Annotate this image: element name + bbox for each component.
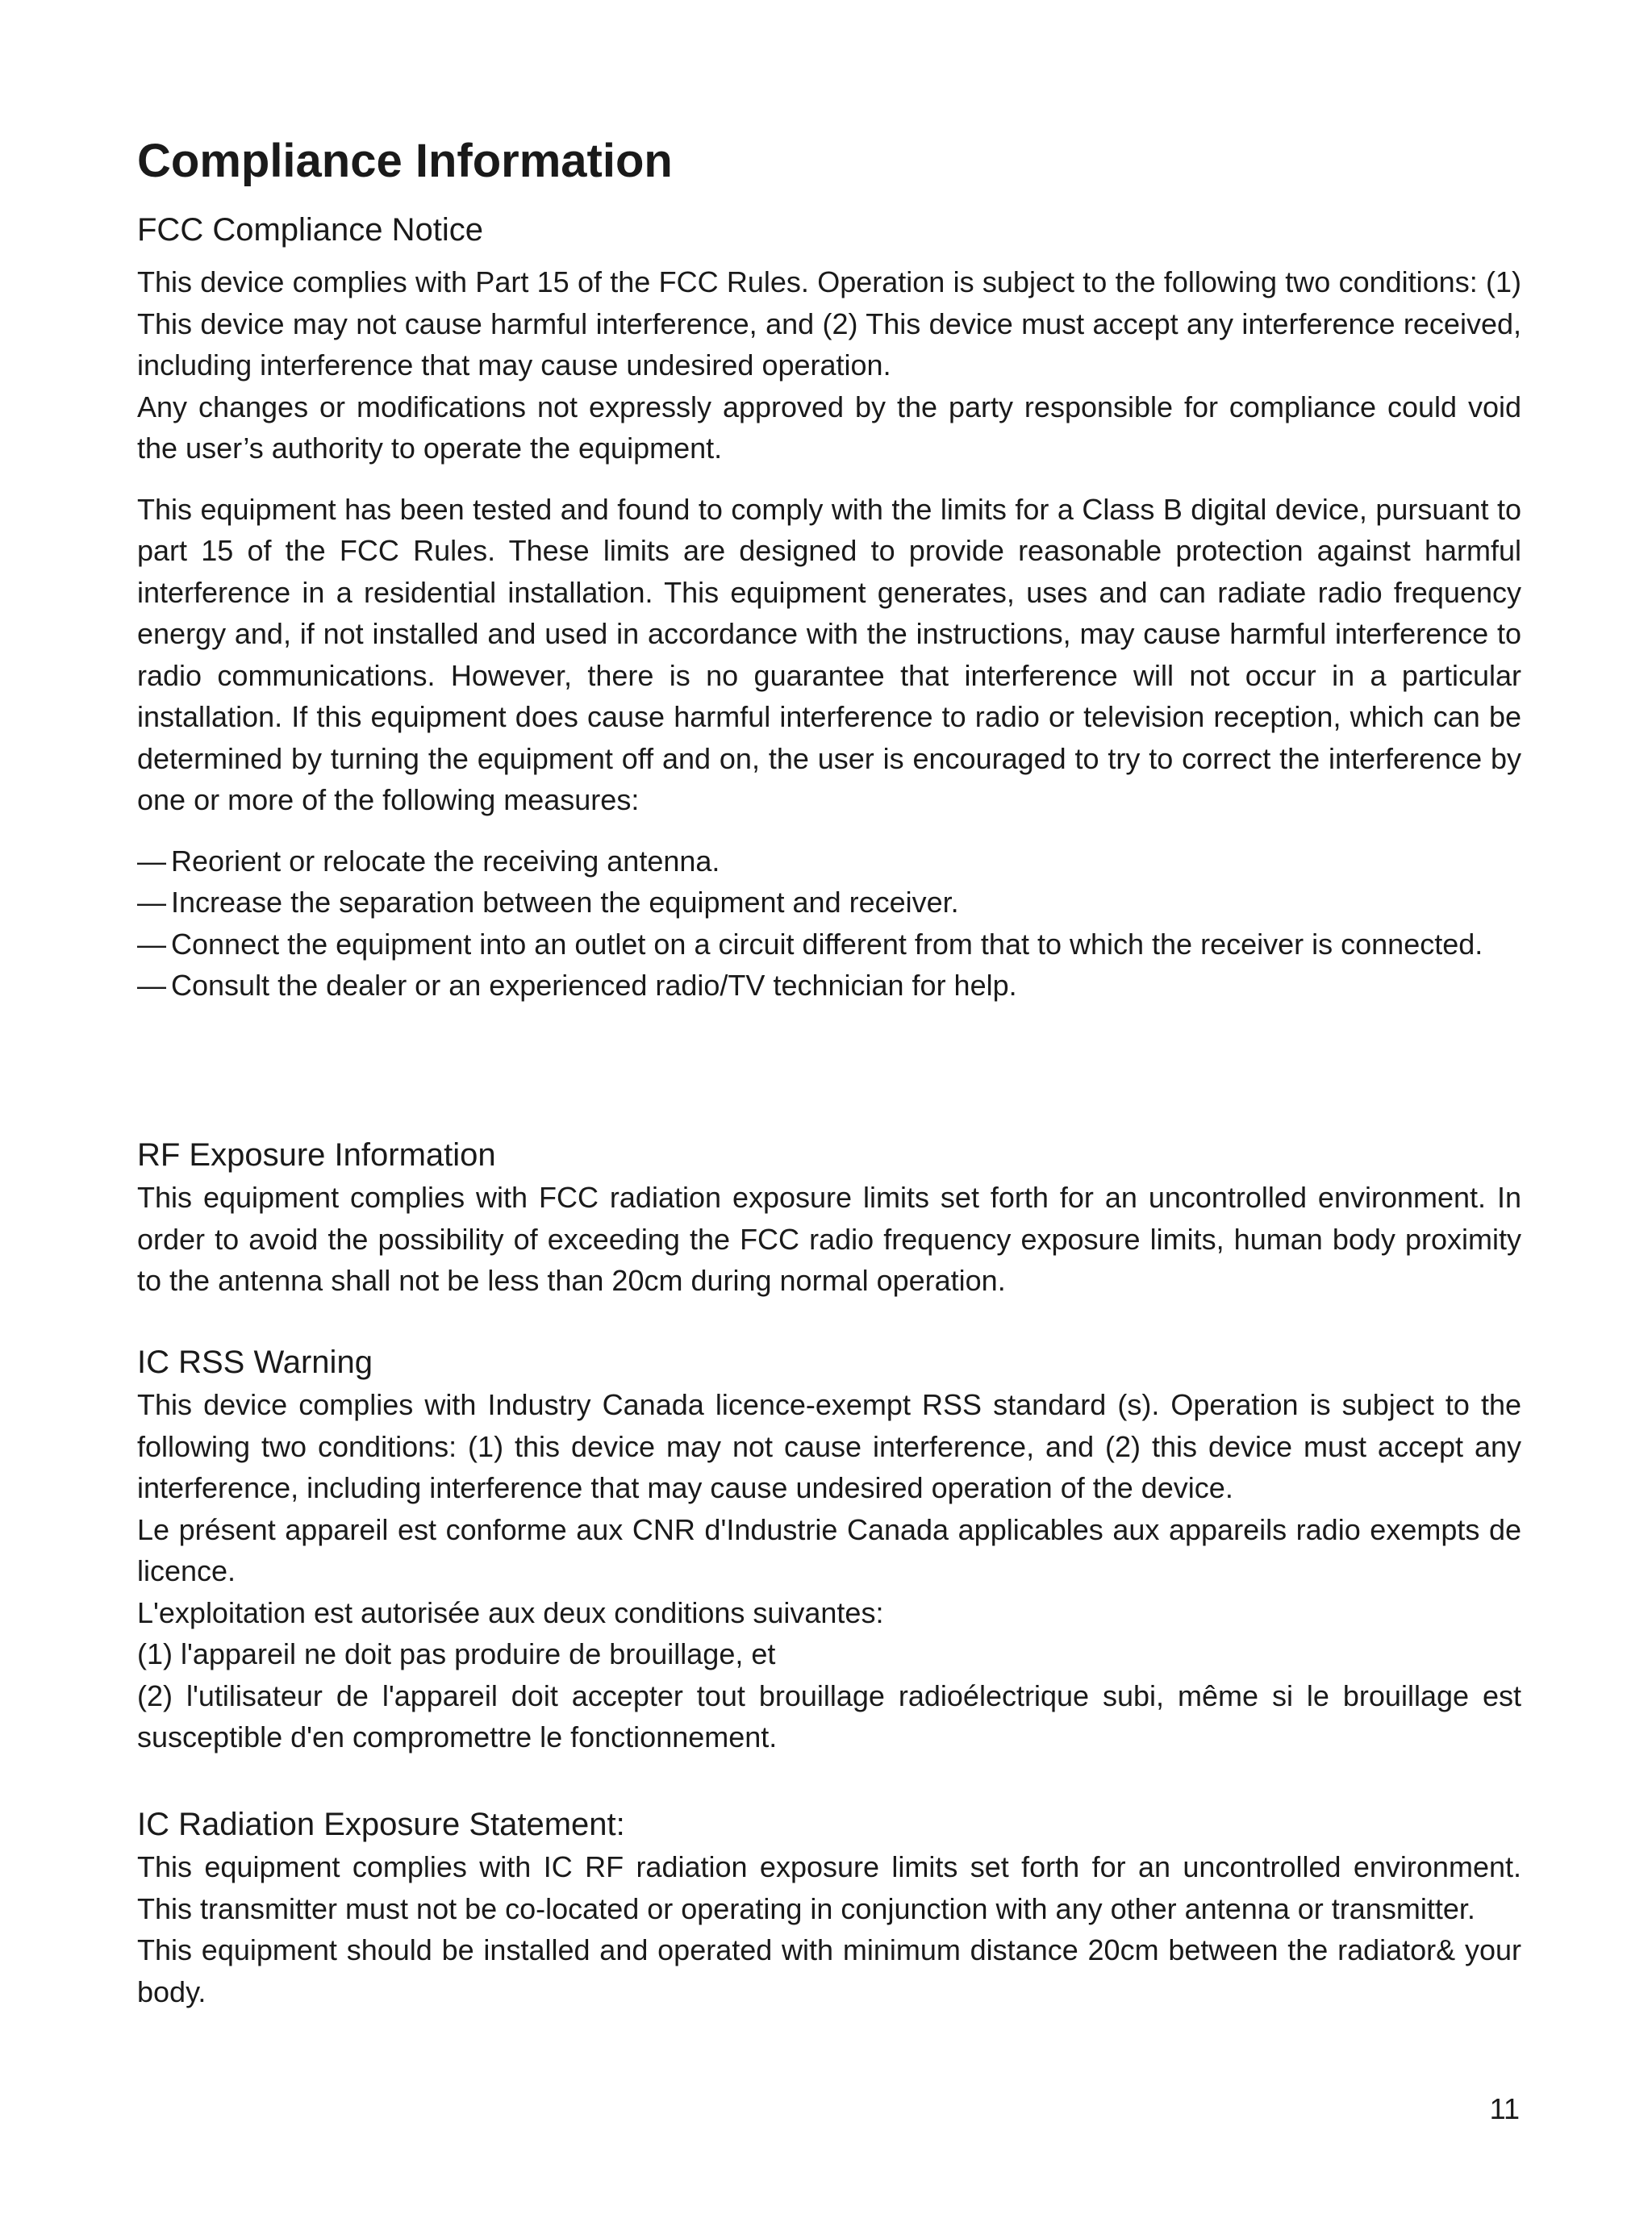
fcc-paragraph-1: This device complies with Part 15 of the FCC Rules. Operation is subject to the following two conditions: (1) This device may not cause harmful interference, and (2) This device must accept any interference received, including interference that may cause undesired operation. bbox=[137, 265, 1521, 382]
ic-radiation-section bbox=[137, 1803, 1521, 2012]
ic-rss-section bbox=[137, 1341, 1521, 1758]
list-item bbox=[137, 924, 1521, 965]
dash-bullet: — bbox=[137, 927, 166, 961]
list-item bbox=[137, 965, 1521, 1007]
ic-radiation-paragraph-1: This equipment complies with IC RF radiation exposure limits set forth for an uncontrolled environment. This transmitter must not be co-located or operating in conjunction with any other antenna or transmitter. bbox=[137, 1850, 1521, 1925]
ic-rss-paragraph-4: (1) l'appareil ne doit pas produire de brouillage, et bbox=[137, 1637, 776, 1670]
page-number: 11 bbox=[1489, 2092, 1520, 2125]
ic-rss-paragraph-1: This device complies with Industry Canada licence-exempt RSS standard (s). Operation is subject to the following two conditions: (1) this device may not cause interference, and (2) this device must accept any interference, including interference that may cause undesired operation of the device. bbox=[137, 1388, 1521, 1504]
ic-rss-paragraph-5: (2) l'utilisateur de l'appareil doit accepter tout brouillage radioélectrique subi, même si le brouillage est susceptible d'en compromettre le fonctionnement. bbox=[137, 1678, 1521, 1753]
rf-paragraph-1: This equipment complies with FCC radiation exposure limits set forth for an uncontrolled environment. In order to avoid the possibility of exceeding the FCC radio frequency exposure limits, human body proximity to the antenna shall not be less than 20cm during normal operation. bbox=[137, 1181, 1521, 1297]
fcc-paragraph-2: Any changes or modifications not expressly approved by the party responsible for compliance could void the user’s authority to operate the equipment. bbox=[137, 390, 1521, 465]
dash-bullet: — bbox=[137, 969, 166, 1002]
list-item-text: Increase the separation between the equipment and receiver. bbox=[171, 886, 959, 919]
ic-rss-heading: IC RSS Warning bbox=[137, 1345, 373, 1380]
page-title: Compliance Information bbox=[137, 135, 673, 187]
fcc-compliance-section bbox=[137, 208, 1521, 1007]
ic-rss-paragraph-2: Le présent appareil est conforme aux CNR d'Industrie Canada applicables aux appareils radio exempts de licence. bbox=[137, 1512, 1521, 1587]
ic-radiation-heading: IC Radiation Exposure Statement: bbox=[137, 1807, 625, 1842]
rf-heading: RF Exposure Information bbox=[137, 1137, 496, 1173]
fcc-measures-list bbox=[137, 840, 1521, 1007]
list-item bbox=[137, 840, 1521, 882]
list-item-text: Connect the equipment into an outlet on a circuit different from that to which the receiver is connected. bbox=[171, 927, 1483, 961]
ic-radiation-paragraph-2: This equipment should be installed and operated with minimum distance 20cm between the radiator& your body. bbox=[137, 1933, 1521, 2008]
dash-bullet: — bbox=[137, 844, 166, 878]
rf-exposure-section bbox=[137, 1133, 1521, 1302]
list-item-text: Consult the dealer or an experienced radio/TV technician for help. bbox=[171, 969, 1017, 1002]
fcc-paragraph-3: This equipment has been tested and found to comply with the limits for a Class B digital device, pursuant to part 15 of the FCC Rules. These limits are designed to provide reasonable protection against harmful interference in a residential installation. This equipment generates, uses and can radiate radio frequency energy and, if not installed and used in accordance with the instructions, may cause harmful interference to radio communications. However, there is no guarantee that interference will not occur in a particular installation. If this equipment does cause harmful interference to radio or television reception, which can be determined by turning the equipment off and on, the user is encouraged to try to correct the interference by one or more of the following measures: bbox=[137, 492, 1521, 816]
list-item bbox=[137, 882, 1521, 924]
list-item-text: Reorient or relocate the receiving antenna. bbox=[171, 844, 720, 878]
ic-rss-paragraph-3: L'exploitation est autorisée aux deux conditions suivantes: bbox=[137, 1595, 884, 1629]
dash-bullet: — bbox=[137, 886, 166, 919]
fcc-heading: FCC Compliance Notice bbox=[137, 212, 484, 248]
